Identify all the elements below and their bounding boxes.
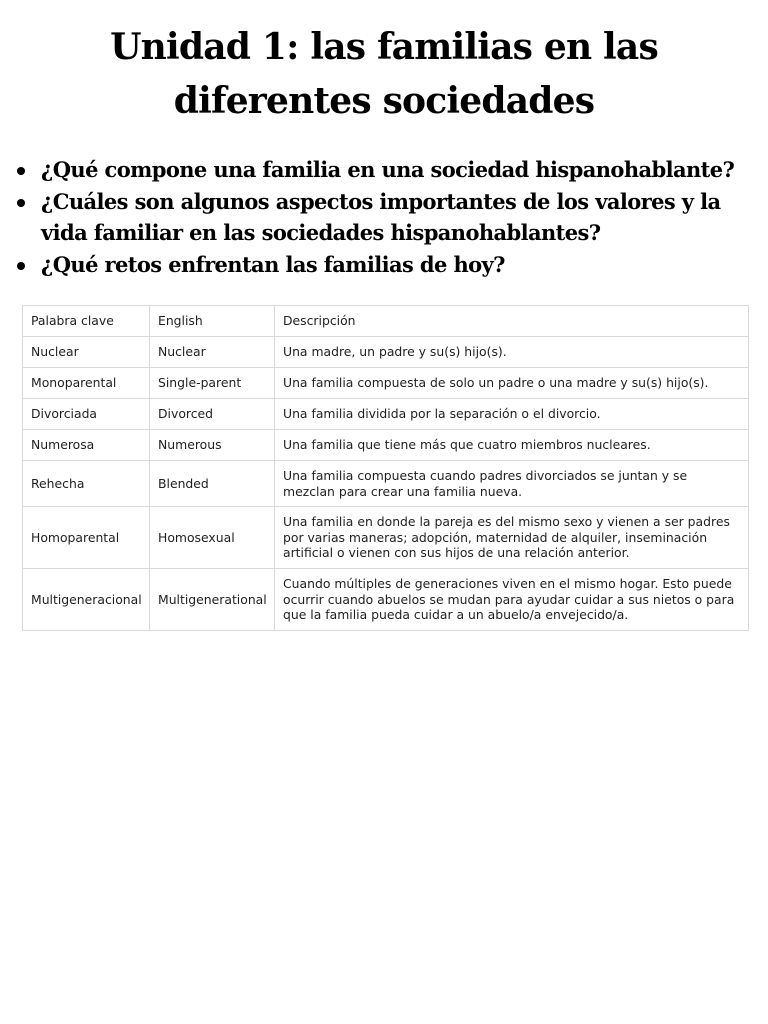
cell-english: Numerous <box>150 430 275 461</box>
cell-description: Cuando múltiples de generaciones viven en el mismo hogar. Esto puede ocurrir cuando abuelos se mudan para ayudar cuidar a sus nietos o para que la familia pueda cuidar a un abuelo/a envejecido/a. <box>275 569 749 631</box>
cell-description: Una madre, un padre y su(s) hijo(s). <box>275 337 749 368</box>
cell-english: Multigenerational <box>150 569 275 631</box>
table-row <box>23 368 749 399</box>
cell-english: Divorced <box>150 399 275 430</box>
bullet-icon <box>17 199 25 207</box>
cell-description: Una familia compuesta de solo un padre o una madre y su(s) hijo(s). <box>275 368 749 399</box>
page-title: Unidad 1: las familias en las diferentes sociedades <box>110 26 658 122</box>
question-list <box>14 154 756 280</box>
cell-description: Una familia dividida por la separación o el divorcio. <box>275 399 749 430</box>
table-row <box>23 337 749 368</box>
table-row <box>23 461 749 507</box>
cell-english: Single-parent <box>150 368 275 399</box>
cell-keyword: Divorciada <box>23 399 150 430</box>
question-item <box>14 249 756 281</box>
header-description: Descripción <box>275 306 749 337</box>
cell-english: Nuclear <box>150 337 275 368</box>
vocabulary-table-container <box>22 305 748 631</box>
bullet-icon <box>17 262 25 270</box>
header-english: English <box>150 306 275 337</box>
cell-description: Una familia en donde la pareja es del mismo sexo y vienen a ser padres por varias maneras; adopción, maternidad de alquiler, inseminación artificial o vienen con sus hijos de una relación anterior. <box>275 507 749 569</box>
table-row <box>23 399 749 430</box>
bullet-icon <box>17 167 25 175</box>
cell-description: Una familia que tiene más que cuatro miembros nucleares. <box>275 430 749 461</box>
cell-keyword: Monoparental <box>23 368 150 399</box>
question-text: ¿Cuáles son algunos aspectos importantes de los valores y la vida familiar en las sociedades hispanohablantes? <box>41 188 721 245</box>
cell-keyword: Nuclear <box>23 337 150 368</box>
question-text: ¿Qué compone una familia en una sociedad hispanohablante? <box>41 157 735 182</box>
table-header-row <box>23 306 749 337</box>
header-keyword: Palabra clave <box>23 306 150 337</box>
vocabulary-table <box>22 305 749 631</box>
cell-description: Una familia compuesta cuando padres divorciados se juntan y se mezclan para crear una familia nueva. <box>275 461 749 507</box>
cell-english: Homosexual <box>150 507 275 569</box>
cell-keyword: Homoparental <box>23 507 150 569</box>
cell-english: Blended <box>150 461 275 507</box>
cell-keyword: Multigeneracional <box>23 569 150 631</box>
table-row <box>23 430 749 461</box>
cell-keyword: Rehecha <box>23 461 150 507</box>
question-item <box>14 154 756 186</box>
cell-keyword: Numerosa <box>23 430 150 461</box>
table-row <box>23 569 749 631</box>
question-text: ¿Qué retos enfrentan las familias de hoy? <box>41 251 505 277</box>
question-item <box>14 186 756 249</box>
table-row <box>23 507 749 569</box>
